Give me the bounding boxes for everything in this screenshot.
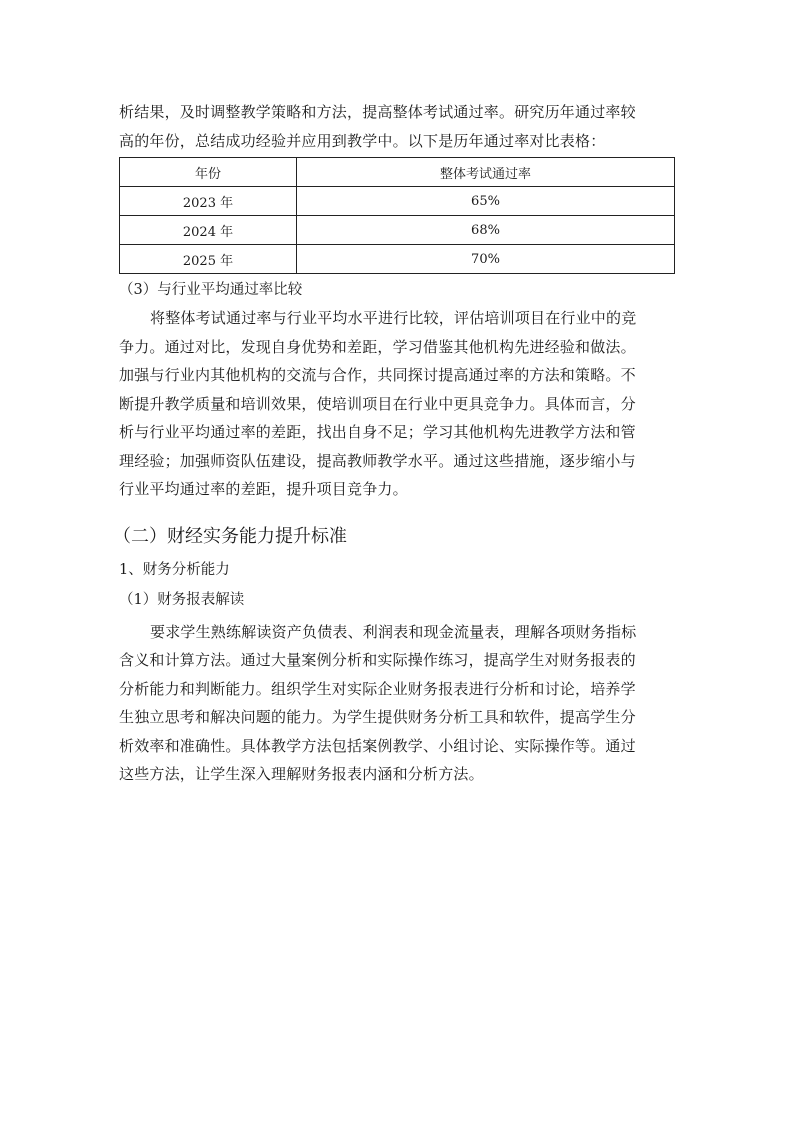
page-content xyxy=(113,98,675,789)
item-1-line-6: 这些方法，让学生深入理解财务报表内涵和分析方法。 xyxy=(119,765,484,783)
table-header-year: 年份 xyxy=(120,158,297,187)
item-1-line-2: 含义和计算方法。通过大量案例分析和实际操作练习，提高学生对财务报表的 xyxy=(119,651,636,669)
item-1-heading: 1、财务分析能力 xyxy=(119,561,230,578)
table-row xyxy=(120,245,675,274)
table-cell-rate: 65% xyxy=(297,187,675,216)
subsection-3-line-3: 加强与行业内其他机构的交流与合作，共同探讨提高通过率的方法和策略。不 xyxy=(119,366,636,384)
item-1-line-3: 分析能力和判断能力。组织学生对实际企业财务报表进行分析和讨论，培养学 xyxy=(119,679,636,698)
table-cell-year: 2023 年 xyxy=(120,187,297,216)
item-1-line-4: 生独立思考和解决问题的能力。为学生提供财务分析工具和软件，提高学生分 xyxy=(119,708,636,726)
table-cell-year: 2025 年 xyxy=(120,245,297,274)
table-header-rate: 整体考试通过率 xyxy=(297,158,675,187)
pass-rate-table-wrapper xyxy=(119,157,675,274)
section-2-heading: （二）财经实务能力提升标准 xyxy=(113,525,347,547)
table-row xyxy=(120,216,675,245)
table-cell-rate: 70% xyxy=(297,245,675,274)
table-header-row xyxy=(120,158,675,187)
intro-line-1: 析结果，及时调整教学策略和方法，提高整体考试通过率。研究历年通过率较 xyxy=(119,103,636,121)
table-row xyxy=(120,187,675,216)
intro-line-2: 高的年份，总结成功经验并应用到教学中。以下是历年通过率对比表格： xyxy=(119,131,606,150)
item-1-line-1: 要求学生熟练解读资产负债表、利润表和现金流量表，理解各项财务指标 xyxy=(150,622,637,641)
subsection-3-line-5: 析与行业平均通过率的差距，找出自身不足；学习其他机构先进教学方法和管 xyxy=(119,423,636,441)
item-1-sub-heading: （1）财务报表解读 xyxy=(119,591,245,608)
subsection-3-line-4: 断提升教学质量和培训效果，使培训项目在行业中更具竞争力。具体而言，分 xyxy=(119,394,636,413)
table-cell-rate: 68% xyxy=(297,216,675,245)
subsection-3-line-1: 将整体考试通过率与行业平均水平进行比较，评估培训项目在行业中的竞 xyxy=(150,309,637,327)
subsection-3-line-7: 行业平均通过率的差距，提升项目竞争力。 xyxy=(119,480,408,498)
subsection-3-heading: （3）与行业平均通过率比较 xyxy=(119,282,303,298)
subsection-3-line-2: 争力。通过对比，发现自身优势和差距，学习借鉴其他机构先进经验和做法。 xyxy=(119,337,636,356)
pass-rate-table xyxy=(119,157,675,274)
item-1-line-5: 析效率和准确性。具体教学方法包括案例教学、小组讨论、实际操作等。通过 xyxy=(119,736,636,755)
subsection-3-line-6: 理经验；加强师资队伍建设，提高教师教学水平。通过这些措施，逐步缩小与 xyxy=(119,451,636,470)
table-cell-year: 2024 年 xyxy=(120,216,297,245)
